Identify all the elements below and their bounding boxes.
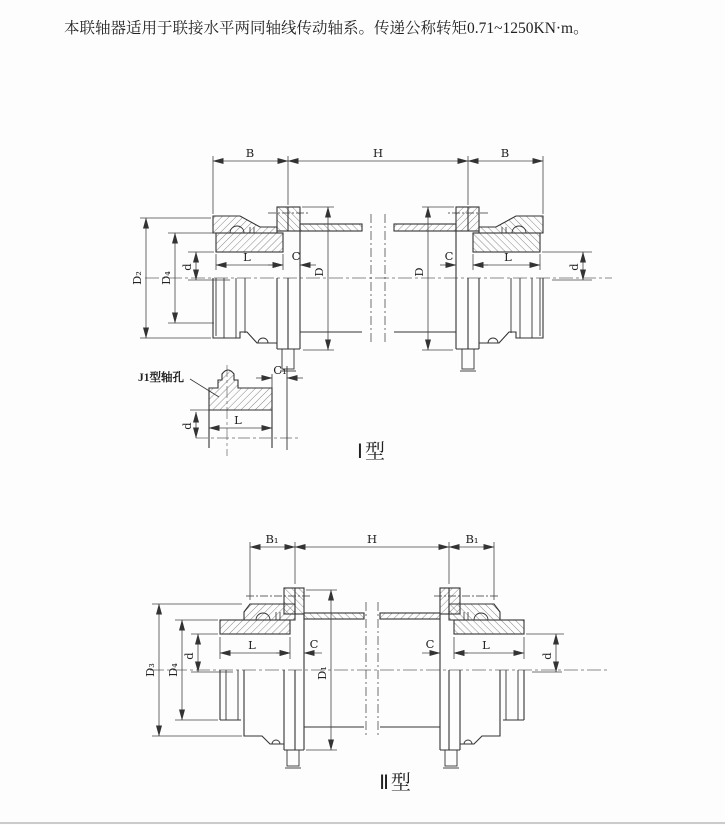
dim-label-D4: D₄ <box>159 271 173 285</box>
detail-j1-label: J1型轴孔 <box>138 372 184 384</box>
dim-label-D4-fig2: D₄ <box>166 663 180 677</box>
dim-label-detail-L: L <box>234 413 242 427</box>
dim-label-B-right: B <box>500 146 510 160</box>
dim-label-C-left-fig2: C <box>309 637 319 651</box>
figure2-dimensions <box>152 542 564 750</box>
figure1-dimensions <box>140 156 592 350</box>
figure1-geometry-right <box>385 207 543 371</box>
dim-label-D-left: D <box>312 267 326 277</box>
dim-label-B1-left: B₁ <box>265 532 279 546</box>
dim-label-B1-right: B₁ <box>465 532 479 546</box>
dim-label-C1: C₁ <box>273 363 287 377</box>
dim-label-L-left: L <box>243 250 251 264</box>
dim-label-H2: H <box>366 532 378 546</box>
dim-label-d-right: d <box>567 263 581 271</box>
figure2-caption: Ⅱ型 <box>379 772 413 794</box>
dim-label-L-right: L <box>504 250 512 264</box>
dim-label-D3: D₃ <box>143 663 157 677</box>
dim-label-d-left-fig2: d <box>182 652 196 660</box>
detail-geometry <box>190 366 287 450</box>
dim-label-L-right-fig2: L <box>482 638 490 652</box>
figure1-caption: Ⅰ型 <box>357 441 387 463</box>
dim-label-C-right-fig2: C <box>425 637 435 651</box>
page-description-text: 本联轴器适用于联接水平两同轴线传动轴系。传递公称转矩0.71~1250KN·m。 <box>64 20 589 37</box>
figure1-dimension-labels <box>130 146 581 285</box>
dim-label-D-right: D <box>412 267 426 277</box>
dim-label-D2: D₂ <box>130 271 144 285</box>
dim-label-d-right-fig2: d <box>540 652 554 660</box>
dim-label-H: H <box>372 146 384 160</box>
dim-label-D1: D₁ <box>315 666 329 680</box>
figure1-geometry-left <box>213 207 371 371</box>
dim-label-C-left: C <box>291 249 301 263</box>
dim-label-C-right: C <box>444 249 454 263</box>
dim-label-L-left-fig2: L <box>248 638 256 652</box>
detail-j1-drawing <box>138 363 303 456</box>
figure1-type1-drawing <box>130 146 612 463</box>
figure2-type2-drawing <box>143 532 608 794</box>
figure2-geometry-left <box>220 588 366 768</box>
figure2-geometry-right <box>378 588 524 768</box>
dim-label-detail-d: d <box>180 422 194 430</box>
dim-label-d-left: d <box>180 263 194 271</box>
dim-label-B-left: B <box>245 146 255 160</box>
